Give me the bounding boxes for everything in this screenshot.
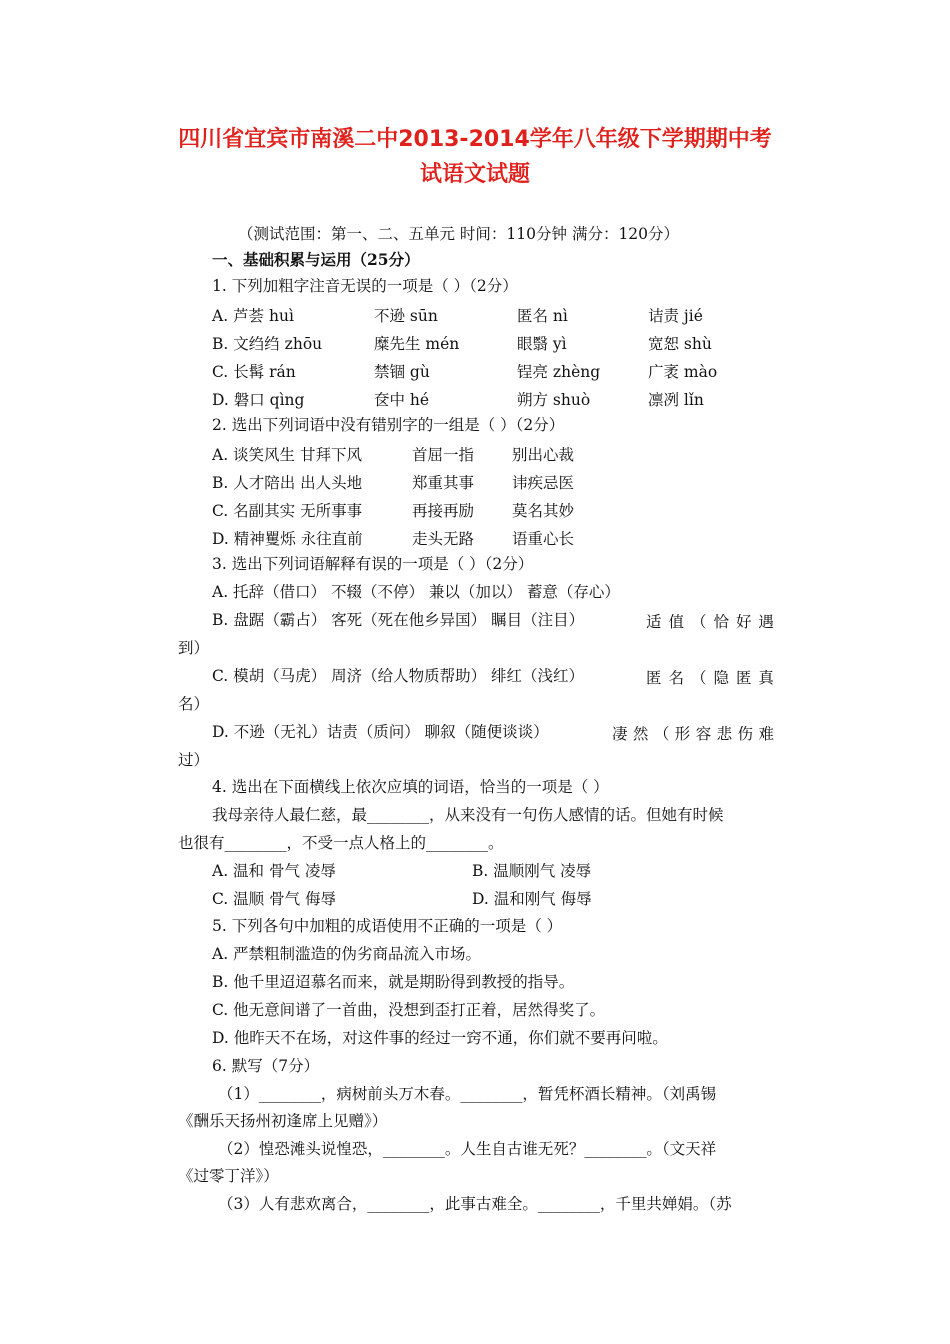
q1-row-b [212,332,772,352]
q4-option-c: C. 温顺 骨气 侮辱 [212,890,337,908]
q6-item1: （1）________，病树前头万木春。________，暂凭杯酒长精神。（刘禹锡 [218,1085,717,1103]
char: 然 [632,725,649,743]
char: 值 [668,613,684,631]
char: 容 [695,725,712,743]
char: 形 [674,725,691,743]
q2-option: 讳疾忌医 [512,474,575,492]
q1-option: D. 磐口 qìng [212,391,305,409]
char: 匿 [646,669,662,687]
q1-row-d [212,388,772,408]
document-title-line1: 四川省宜宾市南溪二中2013-2014学年八年级下学期期中考 [178,127,772,152]
q2-row-a [212,443,772,463]
q1-option: 眼翳 yì [517,335,567,353]
q1-option: C. 长髯 rán [212,363,296,381]
q4-passage-line1: 我母亲待人最仁慈，最________，从来没有一句伤人感情的话。但她有时候 [212,806,724,824]
q1-option: 朔方 shuò [517,391,591,409]
q6-item2: （2）惶恐滩头说惶恐，________。人生自古谁无死？________。（文天祥 [218,1140,717,1158]
q1-option: 锃亮 zhèng [517,363,601,381]
char: 遇 [758,613,774,631]
q5-option-d: D. 他昨天不在场，对这件事的经过一窍不通，你们就不要再问啦。 [212,1029,668,1047]
q3-option-d: D. 不逊（无礼）诘责（质问） 聊叙（随便谈谈） [212,723,549,741]
char: 难 [758,725,774,743]
q1-option: 广袤 mào [648,363,718,381]
q2-option: 郑重其事 [412,474,475,492]
q3-option-c: C. 模胡（马虎） 周济（给人物质帮助） 绯红（浅红） [212,667,585,685]
q2-row-d [212,527,772,547]
char: 悲 [716,725,733,743]
q3-option-b: B. 盘踞（霸占） 客死（死在他乡异国） 瞩目（注目） [212,611,585,629]
char: （ [690,669,707,687]
exam-scope: （测试范围：第一、二、五单元 时间：110分钟 满分：120分） [238,225,680,243]
q2-stem: 2. 选出下列词语中没有错别字的一组是（ ）（2分） [212,416,565,434]
char: 隐 [713,669,729,687]
q2-option: 莫名其妙 [512,502,575,520]
q6-item2-cont: 《过零丁洋》） [178,1167,279,1185]
q5-option-c: C. 他无意间谱了一首曲，没想到歪打正着，居然得奖了。 [212,1001,606,1019]
char: 匿 [735,669,752,687]
q1-option: B. 文绉绉 zhōu [212,335,323,353]
q3-option-b-cont: 到） [178,639,210,657]
char: 名 [668,669,684,687]
q2-row-c [212,499,772,519]
char: 凄 [612,725,628,743]
q1-option: A. 芦荟 huì [212,307,294,325]
q3-option-d-cont: 过） [178,751,210,769]
q2-option: D. 精神矍烁 永往直前 [212,530,363,548]
q4-stem: 4. 选出在下面横线上依次应填的词语，恰当的一项是（ ） [212,778,609,796]
q1-stem: 1. 下列加粗字注音无误的一项是（ ）（2分） [212,277,518,295]
q2-option: 别出心裁 [512,446,575,464]
q1-option: 不逊 sūn [374,307,438,325]
q3-option-b-tail [646,610,774,632]
char: 伤 [737,725,754,743]
q2-option: B. 人才陪出 出人头地 [212,474,363,492]
q5-stem: 5. 下列各句中加粗的成语使用不正确的一项是（ ） [212,917,563,935]
q6-stem: 6. 默写（7分） [212,1057,320,1075]
q3-option-c-cont: 名） [178,695,210,713]
char: 真 [758,669,774,687]
q6-item3: （3）人有悲欢离合，________，此事古难全。________，千里共婵娟。（苏 [218,1195,732,1213]
q1-option: 凛冽 lǐn [648,391,704,409]
q1-row-a [212,304,772,324]
q1-row-c [212,360,772,380]
q2-option: 语重心长 [512,530,575,548]
q5-option-b: B. 他千里迢迢慕名而来，就是期盼得到教授的指导。 [212,973,575,991]
q6-item1-cont: 《酬乐天扬州初逢席上见赠》） [178,1112,388,1130]
q2-option: A. 谈笑风生 甘拜下风 [212,446,362,464]
char: （ [653,725,670,743]
char: 恰 [713,613,729,631]
q3-option-d-tail [612,722,774,744]
q3-option-a: A. 托辞（借口） 不辍（不停） 兼以（加以） 蓄意（存心） [212,583,620,601]
q4-passage-line2: 也很有________，不受一点人格上的________。 [178,834,504,852]
q1-option: 诘责 jié [648,307,703,325]
char: 好 [735,613,752,631]
q2-option: 走头无路 [412,530,475,548]
q3-stem: 3. 选出下列词语解释有误的一项是（ ）（2分） [212,555,534,573]
q2-row-b [212,471,772,491]
q2-option: 再接再励 [412,502,475,520]
q1-option: 奁中 hé [374,391,430,409]
section-heading: 一、基础积累与运用（25分） [212,250,420,269]
q1-option: 禁锢 gù [374,363,430,381]
q1-option: 糜先生 mén [374,335,460,353]
document-title-line2: 试语文试题 [419,162,530,187]
q5-option-a: A. 严禁粗制滥造的伪劣商品流入市场。 [212,945,482,963]
char: （ [690,613,707,631]
char: 适 [646,613,662,631]
q4-option-a: A. 温和 骨气 凌辱 [212,862,336,880]
q3-option-c-tail [646,666,774,688]
q1-option: 匿名 nì [517,307,568,325]
q2-option: C. 名副其实 无所事事 [212,502,363,520]
q1-option: 宽恕 shù [648,335,712,353]
q4-option-b: B. 温顺刚气 凌辱 [472,862,592,880]
q2-option: 首屈一指 [412,446,475,464]
q4-option-d: D. 温和刚气 侮辱 [472,890,592,908]
